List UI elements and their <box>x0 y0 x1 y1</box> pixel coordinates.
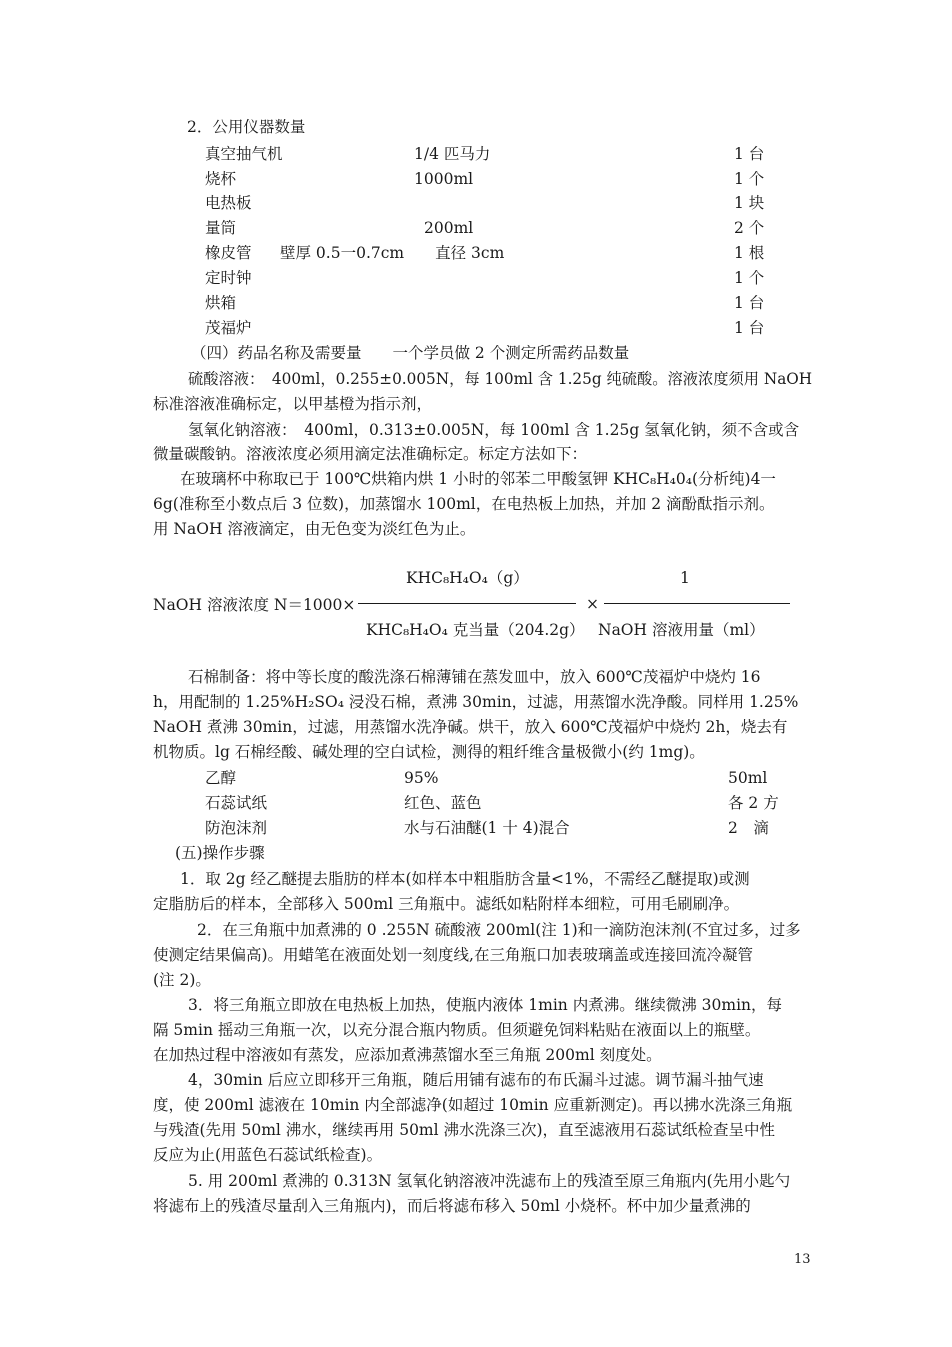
equipment-name: 橡皮管 <box>205 244 252 262</box>
text-line: (注 2)。 <box>153 971 211 989</box>
text-line: 3．将三角瓶立即放在电热板上加热，使瓶内液体 1min 内煮沸。继续微沸 30min，每 <box>188 996 783 1014</box>
equipment-qty: 2 个 <box>734 219 765 237</box>
formula-denominator-2: NaOH 溶液用量（ml） <box>598 621 765 639</box>
text-line: 隔 5min 摇动三角瓶一次，以充分混合瓶内物质。但须避免饲料粘贴在液面以上的瓶壁。 <box>153 1021 761 1039</box>
text-line: 2．在三角瓶中加煮沸的 0 .255N 硫酸液 200ml(注 1)和一滴防泡沫剂(不宜过多，过多 <box>197 921 801 939</box>
equipment-qty: 1 台 <box>734 319 765 337</box>
text-line: 6g(准称至小数点后 3 位数)，加蒸馏水 100ml，在电热板上加热，并加 2 滴酚酞指示剂。 <box>153 495 775 513</box>
equipment-spec: 200ml <box>424 219 474 237</box>
reagent-name: 石蕊试纸 <box>205 794 268 812</box>
text-line: 使测定结果偏高)。用蜡笔在液面处划一刻度线,在三角瓶口加表玻璃盖或连接回流冷凝管 <box>153 946 753 964</box>
text-line: 将滤布上的残渣尽量刮入三角瓶内)，而后将滤布移入 50ml 小烧杯。杯中加少量煮沸的 <box>153 1197 751 1215</box>
reagent-qty: 50ml <box>728 769 768 787</box>
text-line: 用 NaOH 溶液滴定，由无色变为淡红色为止。 <box>153 520 476 538</box>
equipment-name: 定时钟 <box>205 269 252 287</box>
formula-times: × <box>586 595 599 613</box>
formula-lhs: NaOH 溶液浓度 N＝1000× <box>153 596 356 614</box>
text-line: 标准溶液准确标定，以甲基橙为指示剂， <box>153 395 433 413</box>
equipment-name: 真空抽气机 <box>205 145 283 163</box>
equipment-qty: 1 个 <box>734 269 765 287</box>
formula-numerator-2: 1 <box>680 569 690 587</box>
text-line: h，用配制的 1.25%H₂SO₄ 浸没石棉，煮沸 30min，过滤，用蒸馏水洗净酸。同样用 1.25% <box>153 693 799 711</box>
text-line: 硫酸溶液： 400ml，0.255±0.005N，每 100ml 含 1.25g 纯硫酸。溶液浓度须用 NaOH <box>188 370 813 388</box>
text-line: 机物质。lg 石棉经酸、碱处理的空白试检，测得的粗纤维含量极微小(约 1mg)。 <box>153 743 705 761</box>
formula-denominator-1: KHC₈H₄O₄ 克当量（204.2g） <box>366 621 585 639</box>
section-heading-procedure: (五)操作步骤 <box>175 844 265 862</box>
text-line: NaOH 煮沸 30min，过滤，用蒸馏水洗净碱。烘干，放入 600℃茂福炉中烧灼 2h，烧去有 <box>153 718 788 736</box>
equipment-qty: 1 个 <box>734 170 765 188</box>
equipment-name: 量筒 <box>205 219 237 237</box>
reagent-spec: 红色、蓝色 <box>404 794 482 812</box>
equipment-name: 电热板 <box>205 194 252 212</box>
equipment-qty: 1 台 <box>734 294 765 312</box>
reagent-spec: 水与石油醚(1 十 4)混合 <box>404 819 570 837</box>
section-heading-reagents: （四）药品名称及需要量 一个学员做 2 个测定所需药品数量 <box>191 344 630 362</box>
reagent-spec: 95% <box>404 769 439 787</box>
text-line: 在玻璃杯中称取已于 100℃烘箱内烘 1 小时的邻苯二甲酸氢钾 KHC₈H₄0₄(分析纯)4一 <box>180 470 776 488</box>
text-line: 度，使 200ml 滤液在 10min 内全部滤净(如超过 10min 应重新测定)。再以拂水洗涤三角瓶 <box>153 1096 793 1114</box>
page-number: 13 <box>794 1252 811 1267</box>
fraction-bar-2 <box>604 603 790 604</box>
text-line: 石棉制备：将中等长度的酸洗涤石棉薄铺在蒸发皿中，放入 600℃茂福炉中烧灼 16 <box>188 668 761 686</box>
text-line: 反应为止(用蓝色石蕊试纸检查)。 <box>153 1146 383 1164</box>
text-line: 5. 用 200ml 煮沸的 0.313N 氢氧化钠溶液冲洗滤布上的残渣至原三角瓶内(先用小匙勺 <box>188 1172 791 1190</box>
text-line: 定脂肪后的样本，全部移入 500ml 三角瓶中。滤纸如粘附样本细粒，可用毛刷刷净。 <box>153 895 740 913</box>
text-line: 在加热过程中溶液如有蒸发，应添加煮沸蒸馏水至三角瓶 200ml 刻度处。 <box>153 1046 662 1064</box>
text-line: 1．取 2g 经乙醚提去脂肪的样本(如样本中粗脂肪含量<1%，不需经乙醚提取)或测 <box>180 870 750 888</box>
section-heading-equipment: 2．公用仪器数量 <box>187 118 306 136</box>
equipment-qty: 1 台 <box>734 145 765 163</box>
equipment-name: 烧杯 <box>205 170 237 188</box>
equipment-name: 茂福炉 <box>205 319 252 337</box>
equipment-qty: 1 块 <box>734 194 765 212</box>
reagent-name: 乙醇 <box>205 769 237 787</box>
equipment-qty: 1 根 <box>734 244 765 262</box>
reagent-name: 防泡沫剂 <box>205 819 268 837</box>
text-line: 4，30min 后应立即移开三角瓶，随后用铺有滤布的布氏漏斗过滤。调节漏斗抽气速 <box>188 1071 764 1089</box>
text-line: 与残渣(先用 50ml 沸水，继续再用 50ml 沸水洗涤三次)，直至滤液用石蕊试纸检查呈中性 <box>153 1121 776 1139</box>
text-line: 微量碳酸钠。溶液浓度必须用滴定法准确标定。标定方法如下： <box>153 445 588 463</box>
equipment-spec: 壁厚 0.5一0.7cm 直径 3cm <box>280 244 505 262</box>
text-line: 氢氧化钠溶液： 400ml，0.313±0.005N，每 100ml 含 1.25g 氢氧化钠，须不含或含 <box>188 421 800 439</box>
equipment-spec: 1000ml <box>414 170 474 188</box>
fraction-bar-1 <box>358 603 576 604</box>
equipment-name: 烘箱 <box>205 294 237 312</box>
equipment-spec: 1/4 匹马力 <box>414 145 491 163</box>
reagent-qty: 2 滴 <box>728 819 769 837</box>
reagent-qty: 各 2 方 <box>728 794 779 812</box>
formula-numerator-1: KHC₈H₄O₄（g） <box>406 569 529 587</box>
